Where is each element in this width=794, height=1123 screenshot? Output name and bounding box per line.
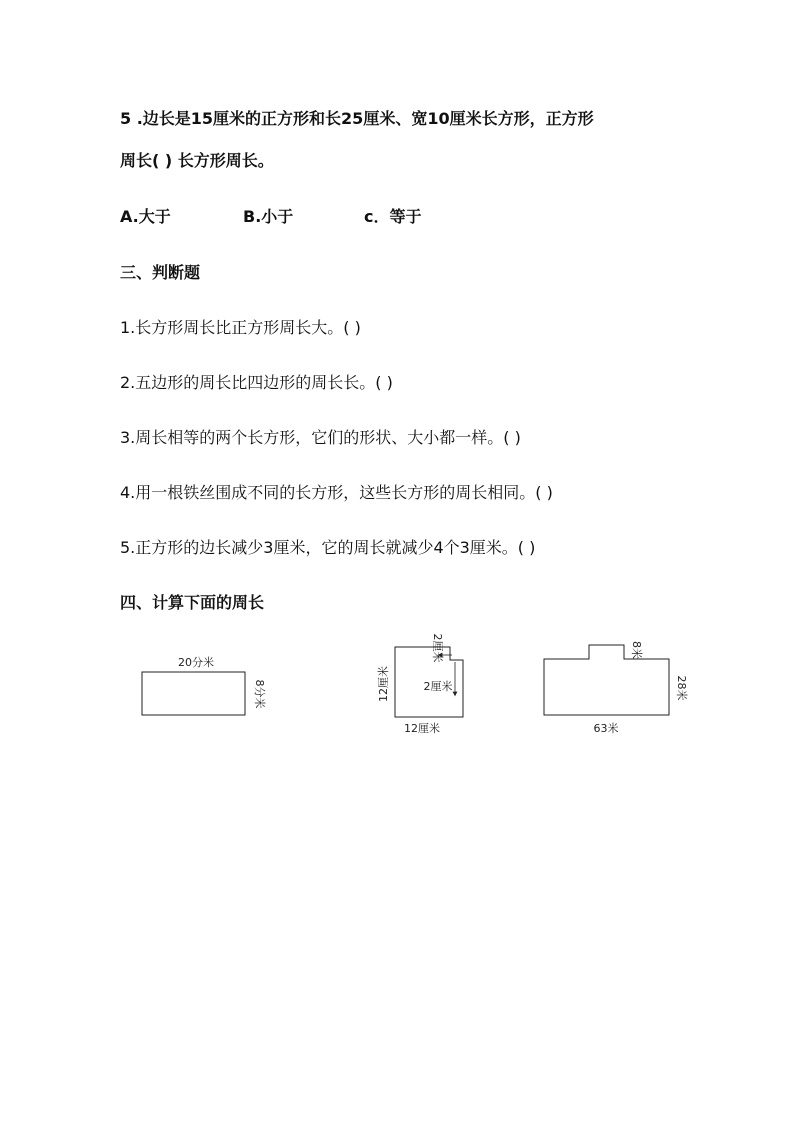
judgment-item-3: 3.周长相等的两个长方形，它们的形状、大小都一样。( )	[120, 428, 521, 447]
figure-stepped-rectangle	[544, 641, 689, 735]
judgment-item-2: 2.五边形的周长比四边形的周长长。( )	[120, 373, 393, 392]
bump-height-label: 8米	[630, 641, 643, 659]
option-a: A.大于	[120, 207, 171, 226]
figure-notched-square	[376, 634, 463, 736]
rectangle-shape	[142, 672, 245, 715]
notch-height-label: 2厘米	[423, 680, 453, 693]
square-side-bottom-label: 12厘米	[404, 722, 440, 735]
judgment-item-5: 5.正方形的边长减少3厘米，它的周长就减少4个3厘米。( )	[120, 538, 536, 557]
rect-length-label: 20分米	[178, 656, 214, 669]
square-side-left-label: 12厘米	[377, 666, 390, 702]
question-5-line-1: 5 .边长是15厘米的正方形和长25厘米、宽10厘米长方形，正方形	[120, 109, 594, 128]
stepped-rectangle-shape	[544, 645, 669, 715]
section-title-judgment: 三、判断题	[120, 263, 201, 282]
judgment-item-1: 1.长方形周长比正方形周长大。( )	[120, 318, 361, 337]
notch-width-label: 2厘米	[431, 633, 444, 663]
section-title-calculate: 四、计算下面的周长	[120, 593, 265, 612]
stepped-rect-length-label: 63米	[593, 722, 619, 735]
rect-width-label: 8分米	[253, 679, 266, 709]
stepped-rect-height-label: 28米	[675, 675, 688, 701]
option-c: c．等于	[364, 207, 422, 226]
option-b: B.小于	[243, 207, 294, 226]
question-5-line-2: 周长( ) 长方形周长。	[120, 151, 274, 170]
figure-rectangle	[142, 655, 267, 715]
judgment-item-4: 4.用一根铁丝围成不同的长方形，这些长方形的周长相同。( )	[120, 483, 553, 502]
